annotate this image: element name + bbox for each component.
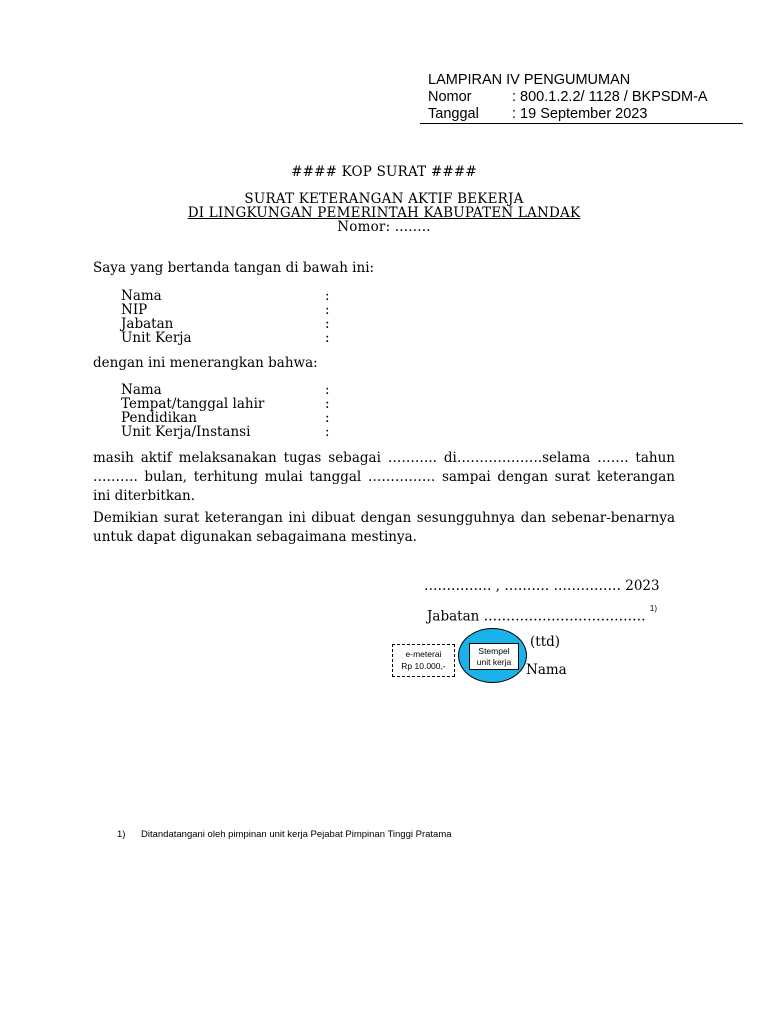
lampiran-tanggal-value: : 19 September 2023 (512, 106, 648, 122)
place-date (424, 578, 660, 594)
colon: : (325, 316, 330, 332)
jabatan-line (427, 604, 658, 625)
footnote-number: 1) (117, 829, 126, 840)
statement-text: dengan ini menerangkan bahwa: (93, 355, 318, 371)
colon: : (325, 382, 330, 398)
lampiran-tanggal-label: Tanggal (428, 106, 479, 122)
colon: : (325, 396, 330, 412)
e-meterai-box (392, 644, 455, 677)
stamp-label-box (469, 643, 519, 670)
place-date-dots: …………… , ………. …………… 2023 (424, 578, 660, 594)
subject-field-pendidikan: Pendidikan (121, 410, 198, 426)
paragraph-penutup: Demikian surat keterangan ini dibuat dengan sesungguhnya dan sebenar-benarnya untuk dapat digunakan sebagaimana mestinya. (93, 510, 675, 545)
colon: : (325, 302, 330, 318)
colon: : (325, 410, 330, 426)
stamp-label-line2: unit kerja (476, 657, 512, 667)
jabatan-text: Jabatan ……………………………… (427, 608, 646, 625)
header-divider (420, 123, 743, 124)
intro-text: Saya yang bertanda tangan di bawah ini: (93, 260, 375, 276)
jabatan-footnote-ref: 1) (649, 604, 658, 613)
document-title: SURAT KETERANGAN AKTIF BEKERJA (244, 191, 524, 207)
document-subtitle-text: DI LINGKUNGAN PEMERINTAH KABUPATEN LANDAK (187, 205, 581, 221)
e-meterai-label: e-meterai (405, 649, 442, 659)
subject-field-ttl: Tempat/tanggal lahir (121, 396, 265, 412)
lampiran-nomor-value: : 800.1.2.2/ 1128 / BKPSDM-A (512, 89, 708, 105)
subject-field-unit-kerja: Unit Kerja/Instansi (121, 424, 251, 440)
footnote-text: Ditandatangani oleh pimpinan unit kerja Pejabat Pimpinan Tinggi Pratama (141, 829, 452, 840)
paragraph-tugas: masih aktif melaksanakan tugas sebagai ……….. di……………….selama ……. tahun ………. bulan, terhitung mulai tanggal …………… sampai dengan surat keterangan ini diterbitkan. (93, 450, 675, 504)
nama-text: Nama (526, 662, 567, 678)
signer-field-unit-kerja: Unit Kerja (121, 330, 192, 346)
kop-surat: #### KOP SURAT #### (291, 164, 477, 180)
document-number: Nomor: ........ (337, 219, 431, 235)
e-meterai-amount: Rp 10.000,- (401, 661, 446, 671)
lampiran-nomor-label: Nomor (428, 89, 472, 105)
colon: : (325, 288, 330, 304)
colon: : (325, 424, 330, 440)
signer-field-jabatan: Jabatan (121, 316, 174, 332)
lampiran-title: LAMPIRAN IV PENGUMUMAN (428, 72, 631, 88)
signer-field-nama: Nama (121, 288, 162, 304)
ttd-text: (ttd) (530, 634, 561, 650)
colon: : (325, 330, 330, 346)
subject-field-nama: Nama (121, 382, 162, 398)
signer-field-nip: NIP (121, 302, 148, 318)
stamp-label-line1: Stempel (478, 646, 510, 656)
